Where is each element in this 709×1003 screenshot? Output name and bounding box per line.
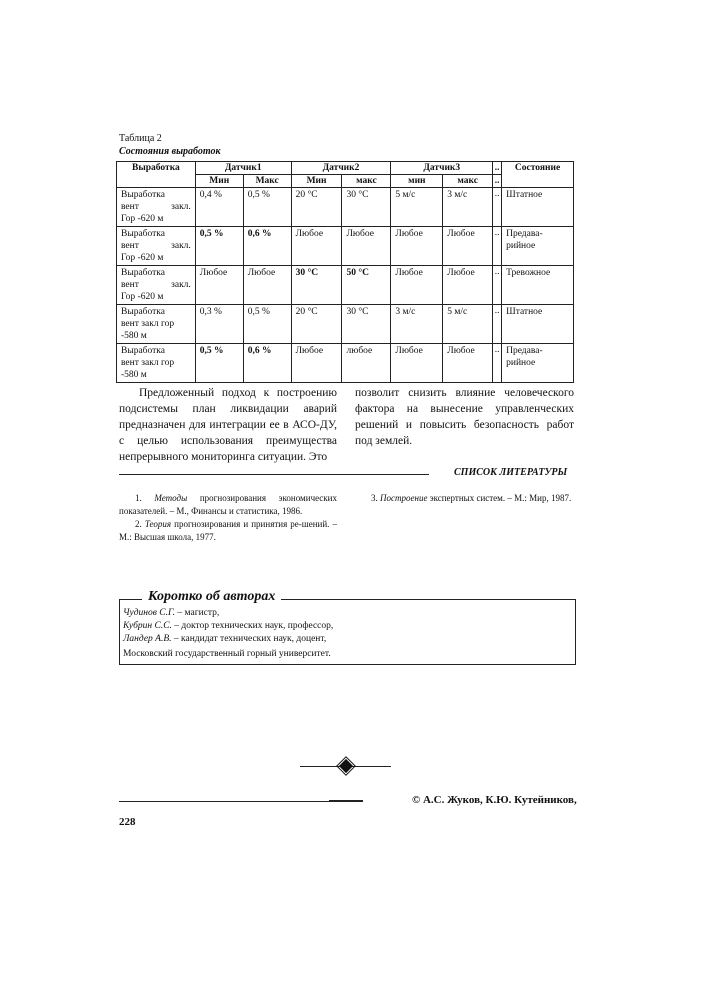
authors-box	[119, 599, 576, 665]
states-table	[116, 161, 574, 383]
cell-value: 0,5 %	[195, 227, 243, 266]
page-number: 228	[119, 816, 136, 828]
working-word: закл.	[171, 280, 191, 290]
cell-value: Любое	[243, 266, 291, 305]
reference-item	[355, 492, 574, 505]
references-col2	[355, 492, 574, 505]
working-word: вент	[121, 241, 139, 251]
reference-title: Построение	[380, 493, 428, 503]
subheader-s2-max: макс	[342, 175, 391, 188]
working-line: Выработка	[121, 268, 165, 278]
cell-value: 0,3 %	[195, 305, 243, 344]
cell-value: 0,5 %	[195, 344, 243, 383]
subheader-s2-min: Мин	[291, 175, 342, 188]
header-state: Состояние	[502, 162, 574, 188]
cell-value: 30 °С	[291, 266, 342, 305]
working-line	[121, 240, 191, 252]
working-line: Выработка	[121, 229, 165, 239]
footer-rule	[119, 801, 329, 802]
working-word: вент	[121, 202, 139, 212]
header-sensor1: Датчик1	[195, 162, 291, 175]
table-row	[117, 344, 574, 383]
reference-item	[119, 518, 337, 544]
cell-value: Любое	[391, 227, 443, 266]
cell-state: Предава-рийное	[502, 227, 574, 266]
cell-value: 30 °С	[342, 305, 391, 344]
working-line	[121, 201, 191, 213]
cell-value: Любое	[443, 266, 493, 305]
reference-number: 1.	[135, 493, 142, 503]
author-line	[123, 621, 333, 631]
subheader-s1-min: Мин	[195, 175, 243, 188]
working-line: вент закл гор	[121, 358, 175, 368]
reference-number: 3.	[371, 493, 378, 503]
cell-working	[117, 188, 196, 227]
subheader-ellipsis: ..	[493, 175, 502, 188]
cell-working	[117, 266, 196, 305]
cell-value: 3 м/с	[391, 305, 443, 344]
cell-working	[117, 344, 196, 383]
working-line: Выработка	[121, 307, 165, 317]
header-sensor3: Датчик3	[391, 162, 493, 175]
cell-value: 0,6 %	[243, 227, 291, 266]
references-heading: СПИСОК ЛИТЕРАТУРЫ	[454, 467, 568, 478]
header-sensor2: Датчик2	[291, 162, 391, 175]
table-subcaption: Состояния выработок	[119, 146, 221, 157]
subheader-s1-max: Макс	[243, 175, 291, 188]
reference-text: экспертных систем. – М.: Мир, 1987.	[427, 493, 572, 503]
cell-value: 20 °С	[291, 188, 342, 227]
cell-value: Любое	[391, 266, 443, 305]
reference-title: Теория	[144, 519, 172, 529]
references-rule	[119, 474, 429, 475]
working-line: вент закл гор	[121, 319, 175, 329]
reference-text: прогнозирования и принятия ре-шений. – М.: Высшая школа, 1977.	[119, 519, 338, 542]
diamond-ornament-icon	[339, 759, 353, 773]
cell-ellipsis: ..	[493, 344, 502, 383]
working-line: Гор -620 м	[121, 253, 164, 263]
reference-text: прогнозирования экономических показателей. – М., Финансы и статистика, 1986.	[119, 493, 337, 516]
working-line: Выработка	[121, 190, 165, 200]
cell-value: 50 °С	[342, 266, 391, 305]
cell-value: Любое	[391, 344, 443, 383]
table-row	[117, 227, 574, 266]
working-line	[121, 279, 191, 291]
cell-value: Любое	[291, 227, 342, 266]
cell-working	[117, 227, 196, 266]
cell-value: 0,4 %	[195, 188, 243, 227]
cell-value: любое	[342, 344, 391, 383]
header-working: Выработка	[117, 162, 196, 188]
table-row	[117, 266, 574, 305]
reference-title: Методы	[154, 493, 188, 503]
cell-value: Любое	[195, 266, 243, 305]
table-header-row	[117, 162, 574, 175]
working-word: закл.	[171, 241, 191, 251]
author-name: Ландер А.В.	[123, 634, 172, 644]
table-row	[117, 305, 574, 344]
authors-title: Коротко об авторах	[142, 589, 281, 605]
working-line: -580 м	[121, 331, 147, 341]
footer-rule-thick	[329, 800, 363, 802]
cell-ellipsis: ..	[493, 305, 502, 344]
reference-number: 2.	[135, 519, 142, 529]
cell-value: Любое	[342, 227, 391, 266]
cell-value: 30 °С	[342, 188, 391, 227]
cell-state: Штатное	[502, 305, 574, 344]
references-col1	[119, 492, 337, 544]
cell-value: 0,6 %	[243, 344, 291, 383]
author-line	[123, 608, 219, 618]
reference-item	[119, 492, 337, 518]
header-ellipsis: ..	[493, 162, 502, 175]
cell-value: 5 м/с	[443, 305, 493, 344]
author-desc: – кандидат технических наук, доцент,	[171, 634, 327, 644]
cell-state: Предава-рийное	[502, 344, 574, 383]
subheader-s3-min: мин	[391, 175, 443, 188]
working-word: вент	[121, 280, 139, 290]
author-desc: – магистр,	[175, 608, 220, 618]
subheader-s3-max: макс	[443, 175, 493, 188]
working-line: Гор -620 м	[121, 214, 164, 224]
body-paragraph-col1: Предложенный подход к построению подсистемы план ликвидации аварий предназначен для интеграции ее в АСО-ДУ, с целью использования преимущества непрерывного мониторинга ситуации. Это	[119, 387, 337, 463]
working-line: Выработка	[121, 346, 165, 356]
cell-ellipsis: ..	[493, 188, 502, 227]
cell-value: 5 м/с	[391, 188, 443, 227]
table-row	[117, 188, 574, 227]
cell-value: 0,5 %	[243, 188, 291, 227]
cell-ellipsis: ..	[493, 266, 502, 305]
affiliation: Московский государственный горный университет.	[123, 649, 331, 659]
working-line: -580 м	[121, 370, 147, 380]
cell-value: Любое	[291, 344, 342, 383]
working-line: Гор -620 м	[121, 292, 164, 302]
author-line	[123, 634, 326, 644]
cell-value: 20 °С	[291, 305, 342, 344]
cell-state: Штатное	[502, 188, 574, 227]
cell-value: 3 м/с	[443, 188, 493, 227]
author-desc: – доктор технических наук, профессор,	[171, 621, 334, 631]
author-name: Чудинов С.Г.	[123, 608, 176, 618]
cell-ellipsis: ..	[493, 227, 502, 266]
cell-value: Любое	[443, 344, 493, 383]
table-caption: Таблица 2	[119, 133, 162, 144]
author-name: Кубрин С.С.	[123, 621, 172, 631]
cell-state: Тревожное	[502, 266, 574, 305]
copyright-line: © А.С. Жуков, К.Ю. Кутейников,	[412, 794, 577, 806]
body-paragraph-col2: позволит снизить влияние человеческого фактора на вынесение управленческих решений и повысить безопасность работ под землей.	[355, 387, 574, 447]
cell-value: 0,5 %	[243, 305, 291, 344]
cell-working	[117, 305, 196, 344]
working-word: закл.	[171, 202, 191, 212]
cell-value: Любое	[443, 227, 493, 266]
